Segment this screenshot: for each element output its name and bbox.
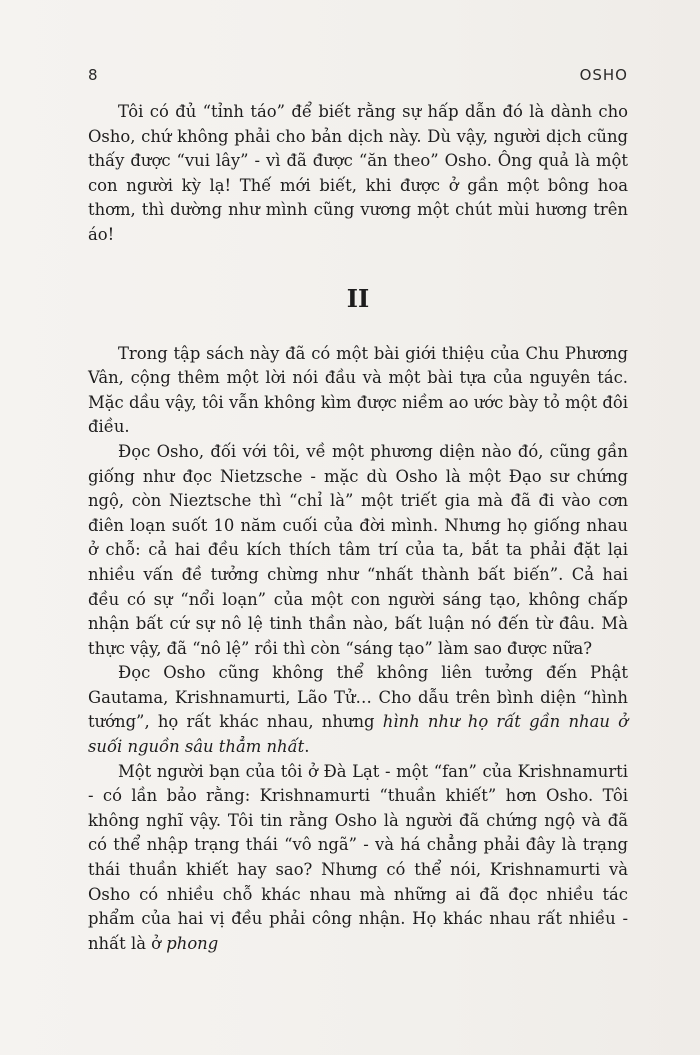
paragraph-text: Một người bạn của tôi ở Đà Lạt - một “fan” của Krishnamurti - có lần bảo rằng: Krishnamurti “thuần khiết” hơn Osho. Tôi không nghĩ vậy. Tôi tin rằng Osho là người đã chứng ngộ và đã có thể nhập trạng thái “vô ngã” - và há chẳng phải đây là trạng thái thuần khiết hay sao? Nhưng có thể nói, Krishnamurti và Osho có nhiều chỗ khác nhau mà những ai đã đọc nhiều tác phẩm của hai vị đều phải công nhận. Họ khác nhau rất nhiều - nhất là ở	[88, 761, 628, 953]
running-head	[88, 66, 628, 88]
book-title: OSHO	[579, 66, 628, 84]
paragraph: Tôi có đủ “tỉnh táo” để biết rằng sự hấp dẫn đó là dành cho Osho, chứ không phải cho bản dịch này. Dù vậy, người dịch cũng thấy được “vui lây” - vì đã được “ăn theo” Osho. Ông quả là một con người kỳ lạ! Thế mới biết, khi được ở gần một bông hoa thơm, thì dường như mình cũng vương một chút mùi hương trên áo!	[88, 102, 628, 244]
paragraph: Trong tập sách này đã có một bài giới thiệu của Chu Phương Vân, cộng thêm một lời nói đầu và một bài tựa của nguyên tác. Mặc dầu vậy, tôi vẫn không kìm được niềm ao ước bày tỏ một đôi điều.	[88, 343, 628, 437]
paragraph: Đọc Osho, đối với tôi, về một phương diện nào đó, cũng gần giống như đọc Nietzsche - mặc dù Osho là một Đạo sư chứng ngộ, còn Nieztsche thì “chỉ là” một triết gia mà đã đi vào cơn điên loạn suốt 10 năm cuối của đời mình. Nhưng họ giống nhau ở chỗ: cả hai đều kích thích tâm trí của ta, bắt ta phải đặt lại nhiều vấn đề tưởng chừng như “nhất thành bất biến”. Cả hai đều có sự “nổi loạn” của một con người sáng tạo, không chấp nhận bất cứ sự nô lệ tinh thần nào, bất luận nó đến từ đâu. Mà thực vậy, đã “nô lệ” rồi thì còn “sáng tạo” làm sao được nữa?	[88, 441, 628, 658]
paragraph	[88, 760, 628, 957]
italic-emphasis: hình như họ rất gần nhau ở suối nguồn sâu thẳm nhất	[88, 712, 628, 757]
paragraph-text: Đọc Osho cũng không thể không liên tưởng đến Phật Gautama, Krishnamurti, Lão Tử… Cho dẫu trên bình diện “hình tướng”, họ rất khác nhau, nhưng	[88, 663, 628, 732]
page-number: 8	[88, 66, 99, 84]
italic-emphasis: phong	[166, 933, 219, 953]
paragraph	[88, 661, 628, 759]
body-text	[88, 100, 628, 956]
paragraph-text: .	[304, 737, 310, 757]
section-heading: II	[346, 283, 370, 313]
